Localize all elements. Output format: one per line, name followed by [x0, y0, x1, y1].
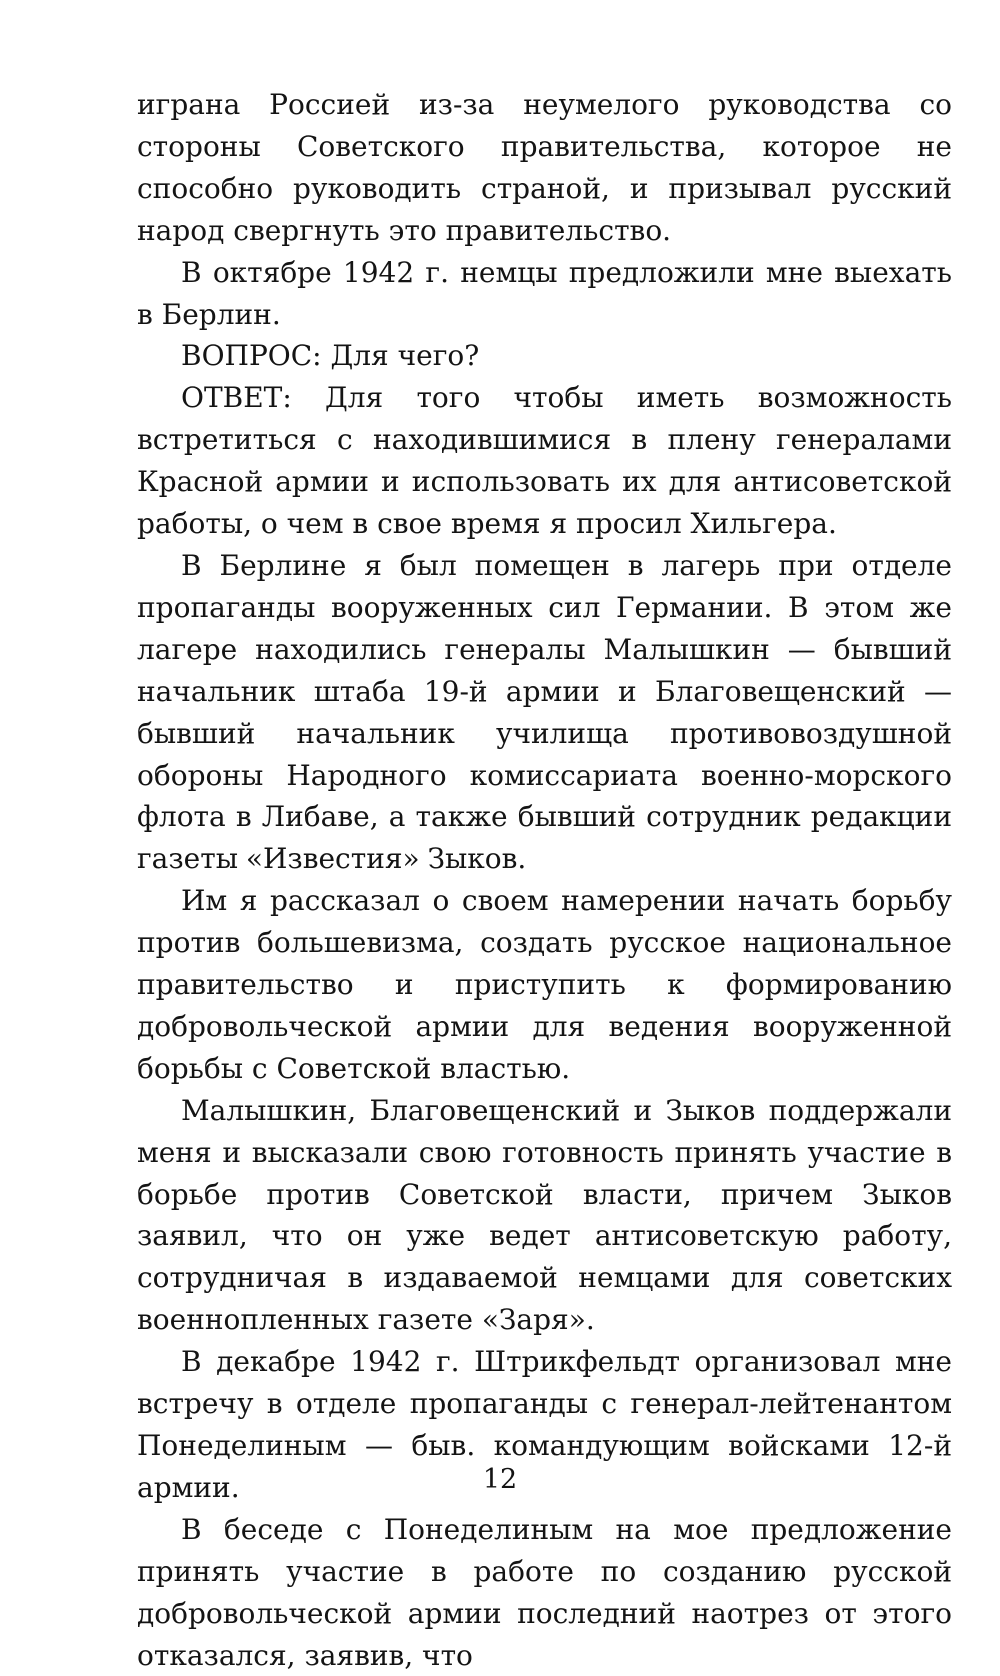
paragraph: В октябре 1942 г. немцы предложили мне выехать в Берлин.	[137, 255, 952, 331]
paragraph: Малышкин, Благовещенский и Зыков поддержали меня и высказали свою готовность принять участие в борьбе против Советской власти, причем Зыков заявил, что он уже ведет антисоветскую работу, сотрудничая в издаваемой немцами для советских военнопленных газете «Заря».	[137, 1093, 952, 1337]
paragraph: В беседе с Понеделиным на мое предложение принять участие в работе по созданию русской добровольческой армии последний наотрез от этого отказался, заявив, что	[137, 1512, 952, 1672]
body-text	[137, 84, 952, 1676]
paragraph: ВОПРОС: Для чего?	[181, 339, 480, 373]
paragraph: В Берлине я был помещен в лагерь при отделе пропаганды вооруженных сил Германии. В этом же лагере находились генералы Малышкин — бывший начальник штаба 19-й армии и Благовещенский — бывший начальник училища противовоздушной обороны Народного комиссариата военно-морского флота в Либаве, а также бывший сотрудник редакции газеты «Известия» Зыков.	[137, 548, 952, 876]
paragraph: играна Россией из-за неумелого руководства со стороны Советского правительства, которое не способно руководить страной, и призывал русский народ свергнуть это правительство.	[137, 88, 952, 247]
page-number: 12	[482, 1464, 518, 1495]
paragraph: В декабре 1942 г. Штрикфельдт организовал мне встречу в отделе пропаганды с генерал-лейтенантом Понеделиным — быв. командующим войсками 12-й армии.	[137, 1345, 952, 1504]
paragraph: ОТВЕТ: Для того чтобы иметь возможность встретиться с находившимися в плену генералами Красной армии и использовать их для антисоветской работы, о чем в свое время я просил Хильгера.	[137, 381, 952, 541]
paragraph: Им я рассказал о своем намерении начать борьбу против большевизма, создать русское национальное правительство и приступить к формированию добровольческой армии для ведения вооруженной борьбы с Советской властью.	[137, 884, 952, 1085]
